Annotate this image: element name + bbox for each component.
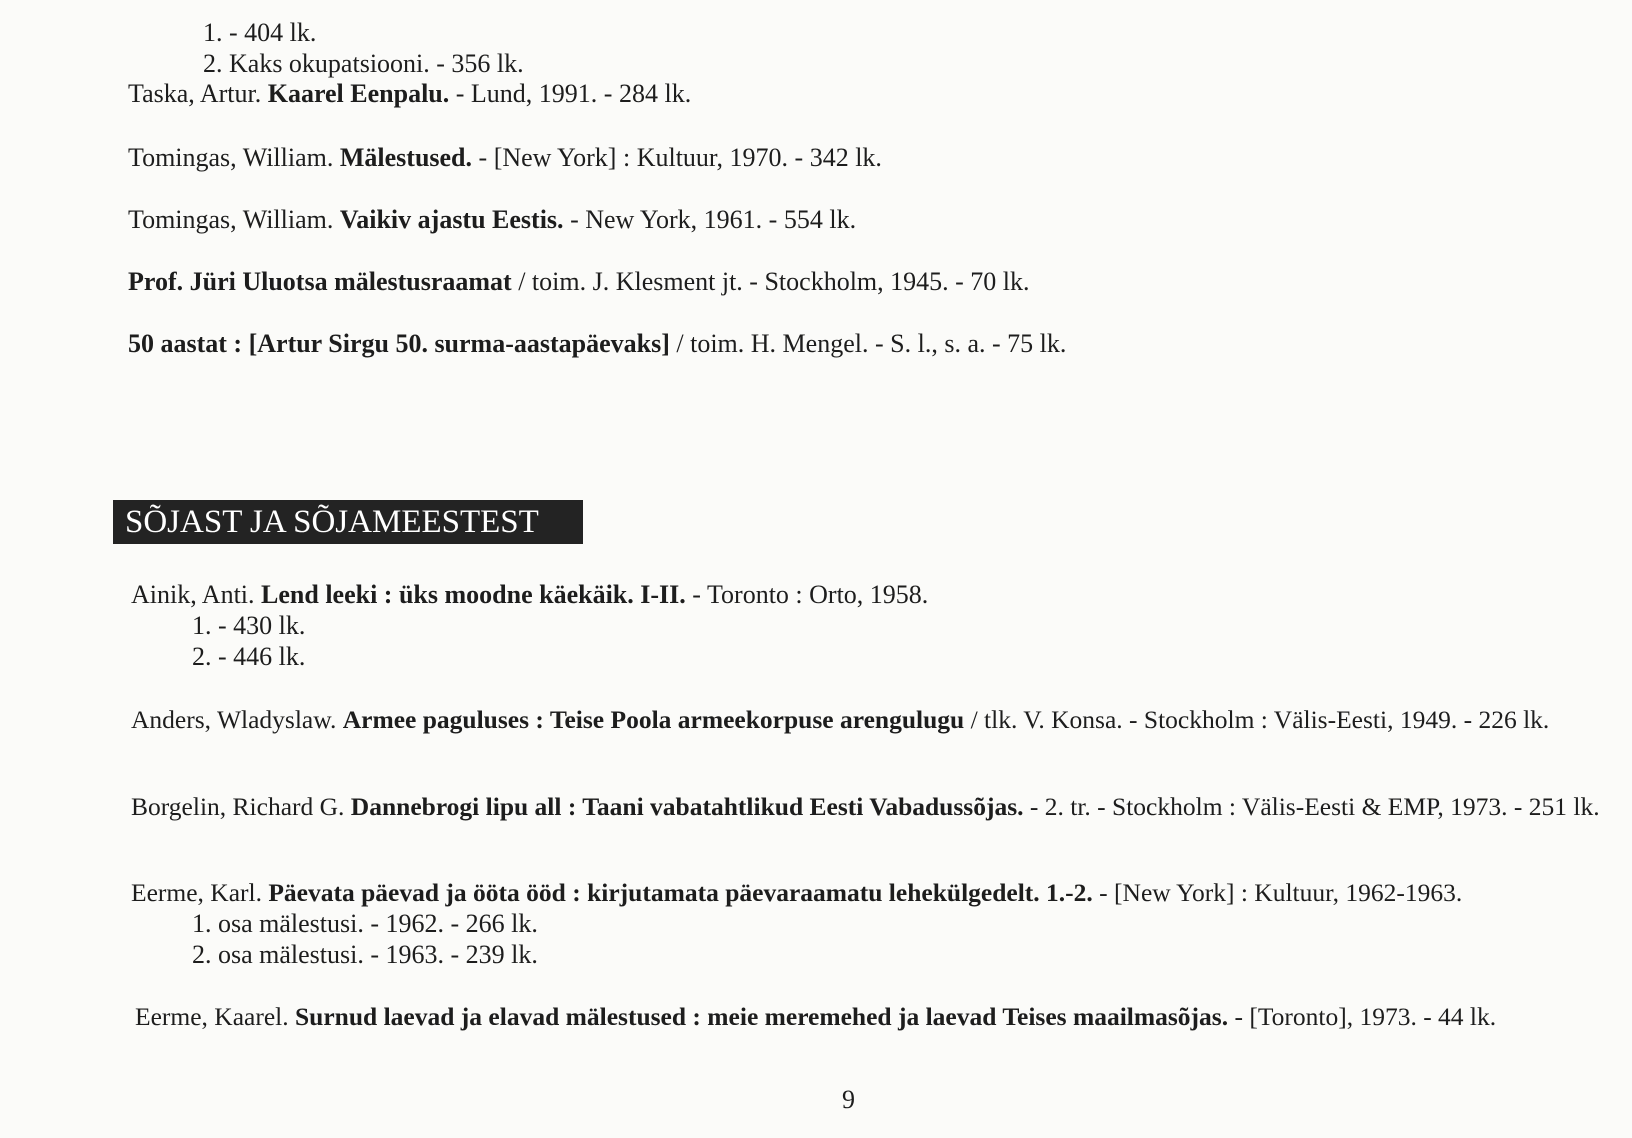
entry-author: Eerme, Kaarel. (135, 1002, 295, 1031)
entry-author: Eerme, Karl. (131, 878, 269, 907)
entry-title: 50 aastat : [Artur Sirgu 50. surma-aastapäevaks] (128, 329, 670, 358)
entry-details: / toim. H. Mengel. - S. l., s. a. - 75 lk. (669, 329, 1067, 358)
bibliography-entry (128, 79, 691, 109)
page-number: 9 (842, 1085, 855, 1114)
entry-details: - [New York] : Kultuur, 1970. - 342 lk. (472, 143, 882, 172)
entry-title: Lend leeki : üks moodne käekäik. I-II. (261, 580, 686, 609)
bibliography-entry (128, 329, 1066, 359)
entry-title: Surnud laevad ja elavad mälestused : meie meremehed ja laevad Teises maailmasõjas. (295, 1002, 1229, 1031)
entry-details: / tlk. V. Konsa. - Stockholm : Välis-Eesti, 1949. - 226 lk. (964, 705, 1550, 734)
volume-line: 1. osa mälestusi. - 1962. - 266 lk. (192, 909, 538, 938)
entry-details: - Toronto : Orto, 1958. (685, 580, 929, 609)
entry-title: Prof. Jüri Uluotsa mälestusraamat (128, 267, 512, 296)
bibliography-entry (135, 1002, 1496, 1032)
bibliography-entry (131, 878, 1462, 908)
volume-line: 2. Kaks okupatsiooni. - 356 lk. (203, 49, 524, 78)
entry-details: - New York, 1961. - 554 lk. (563, 205, 857, 234)
entry-title: Kaarel Eenpalu. (267, 79, 450, 108)
bibliography-entry (131, 793, 1606, 821)
volume-line: 2. - 446 lk. (192, 642, 306, 671)
volume-line: 1. - 404 lk. (203, 18, 317, 47)
entry-details: - Lund, 1991. - 284 lk. (449, 79, 692, 108)
bibliography-entry (128, 143, 882, 173)
bibliography-entry (131, 580, 928, 610)
entry-title: Dannebrogi lipu all : Taani vabatahtlikud Eesti Vabadussõjas. (350, 792, 1024, 821)
volume-line: 1. - 430 lk. (192, 611, 306, 640)
bibliography-entry (131, 706, 1606, 734)
entry-author: Taska, Artur. (128, 79, 268, 108)
section-heading: SÕJAST JA SÕJAMEESTEST (113, 500, 583, 544)
entry-author: Ainik, Anti. (131, 580, 262, 609)
entry-title: Vaikiv ajastu Eestis. (339, 205, 564, 234)
volume-line: 2. osa mälestusi. - 1963. - 239 lk. (192, 940, 538, 969)
entry-title: Päevata päevad ja ööta ööd : kirjutamata päevaraamatu lehekülgedelt. 1.-2. (268, 878, 1093, 907)
entry-details: / toim. J. Klesment jt. - Stockholm, 1945. - 70 lk. (511, 267, 1030, 296)
bibliography-entry (128, 267, 1030, 297)
entry-author: Anders, Wladyslaw. (131, 705, 343, 734)
entry-details: - [Toronto], 1973. - 44 lk. (1228, 1002, 1497, 1031)
entry-title: Armee paguluses : Teise Poola armeekorpuse arengulugu (342, 705, 965, 734)
entry-details: - [New York] : Kultuur, 1962-1963. (1092, 878, 1463, 907)
entry-details: - 2. tr. - Stockholm : Välis-Eesti & EMP, 1973. - 251 lk. (1023, 792, 1600, 821)
entry-title: Mälestused. (339, 143, 473, 172)
entry-author: Borgelin, Richard G. (131, 792, 351, 821)
entry-author: Tomingas, William. (128, 205, 340, 234)
entry-author: Tomingas, William. (128, 143, 340, 172)
bibliography-entry (128, 205, 856, 235)
